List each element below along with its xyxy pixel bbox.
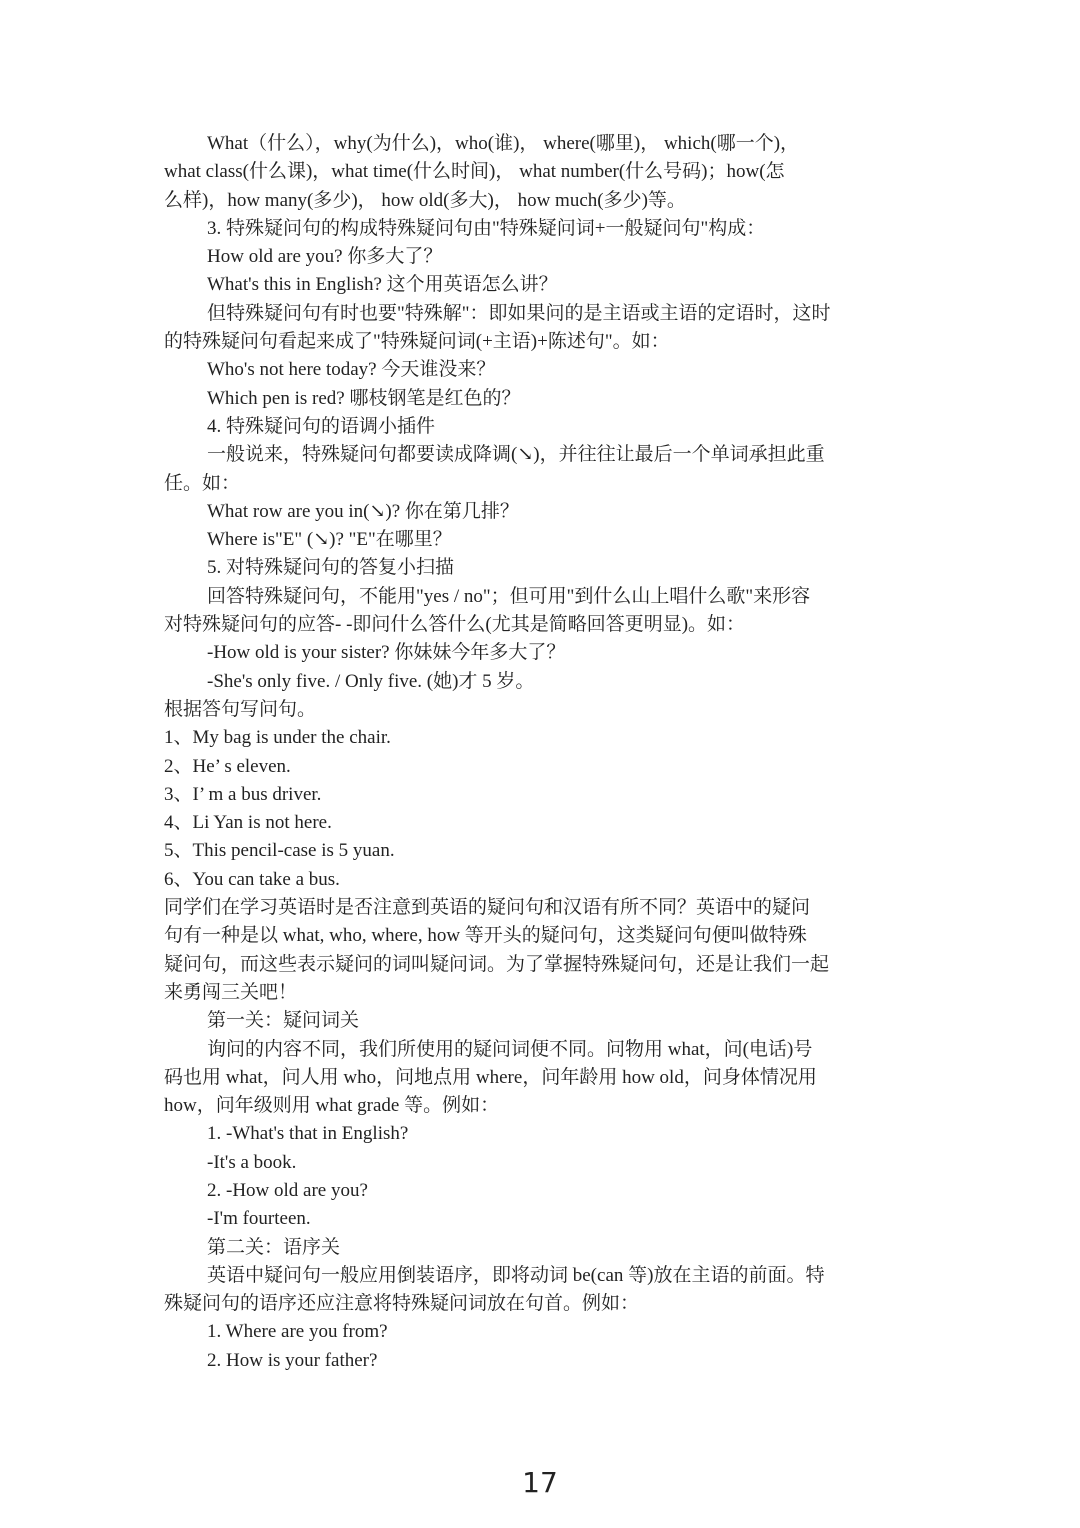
text-line: 但特殊疑问句有时也要"特殊解"：即如果问的是主语或主语的定语时，这时 [207, 302, 831, 324]
exercise-item: 6、You can take a bus. [164, 868, 340, 890]
text-line: 疑问句，而这些表示疑问的词叫疑问词。为了掌握特殊疑问句，还是让我们一起 [164, 953, 830, 975]
section-heading: 3. 特殊疑问句的构成特殊疑问句由"特殊疑问词+一般疑问句"构成： [207, 217, 766, 239]
text-line: 英语中疑问句一般应用倒装语序，即将动词 be(can 等)放在主语的前面。特 [207, 1264, 825, 1286]
example-sentence: 2. -How old are you? [207, 1179, 368, 1201]
example-sentence: -She's only five. / Only five. (她)才 5 岁。 [207, 670, 535, 692]
text-line: 句有一种是以 what, who, where, how 等开头的疑问句，这类疑问句便叫做特殊 [164, 925, 807, 947]
text-line: 对特殊疑问句的应答- -即问什么答什么(尤其是简略回答更明显)。如： [164, 614, 746, 636]
text-line: 殊疑问句的语序还应注意将特殊疑问词放在句首。例如： [164, 1293, 640, 1315]
exercise-item: 3、I’ m a bus driver. [164, 783, 322, 805]
section-heading: 5. 对特殊疑问句的答复小扫描 [207, 557, 455, 579]
text-line: 的特殊疑问句看起来成了"特殊疑问词(+主语)+陈述句"。如： [164, 331, 670, 353]
exercise-title: 根据答句写问句。 [164, 698, 317, 720]
text-line: 询问的内容不同，我们所使用的疑问词便不同。问物用 what，问(电话)号 [207, 1038, 813, 1060]
exercise-item: 5、This pencil-case is 5 yuan. [164, 840, 395, 862]
text-line: 一般说来，特殊疑问句都要读成降调(↘)，并往往让最后一个单词承担此重 [207, 444, 825, 466]
example-sentence: 1. Where are you from? [207, 1321, 388, 1343]
example-sentence: Who's not here today? 今天谁没来？ [207, 359, 496, 381]
exercise-item: 2、He’ s eleven. [164, 755, 291, 777]
example-sentence: -It's a book. [207, 1151, 297, 1173]
text-line: 任。如： [164, 472, 241, 494]
example-sentence: 1. -What's that in English? [207, 1123, 409, 1145]
example-sentence: What's this in English? 这个用英语怎么讲？ [207, 274, 558, 296]
text-line: what class(什么课)，what time(什么时间)， what number(什么号码)；how(怎 [164, 161, 785, 183]
example-sentence: Where is"E" (↘)? "E"在哪里？ [207, 529, 452, 551]
page-number: 17 [522, 1466, 558, 1499]
text-line: 么样)，how many(多少)， how old(多大)， how much(多少)等。 [164, 189, 686, 211]
example-sentence: What row are you in(↘)? 你在第几排？ [207, 500, 519, 522]
section-heading: 第一关：疑问词关 [207, 1010, 360, 1032]
text-line: how，问年级则用 what grade 等。例如： [164, 1095, 500, 1117]
text-line: 来勇闯三关吧！ [164, 981, 298, 1003]
example-sentence: 2. How is your father? [207, 1349, 378, 1371]
page-body [164, 130, 920, 1375]
example-sentence: How old are you? 你多大了？ [207, 246, 443, 268]
example-sentence: -I'm fourteen. [207, 1208, 311, 1230]
text-line: 同学们在学习英语时是否注意到英语的疑问句和汉语有所不同？英语中的疑问 [164, 897, 811, 919]
section-heading: 4. 特殊疑问句的语调小插件 [207, 415, 436, 437]
example-sentence: -How old is your sister? 你妹妹今年多大了？ [207, 642, 566, 664]
text-line: What（什么），why(为什么)，who(谁)， where(哪里)， which(哪一个)， [207, 133, 800, 154]
exercise-item: 4、Li Yan is not here. [164, 812, 332, 834]
example-sentence: Which pen is red? 哪枝钢笔是红色的？ [207, 387, 521, 409]
text-line: 回答特殊疑问句，不能用"yes / no"；但可用"到什么山上唱什么歌"来形容 [207, 585, 811, 607]
section-heading: 第二关：语序关 [207, 1236, 341, 1258]
text-line: 码也用 what，问人用 who，问地点用 where，问年龄用 how old，问身体情况用 [164, 1066, 817, 1088]
exercise-item: 1、My bag is under the chair. [164, 727, 391, 749]
